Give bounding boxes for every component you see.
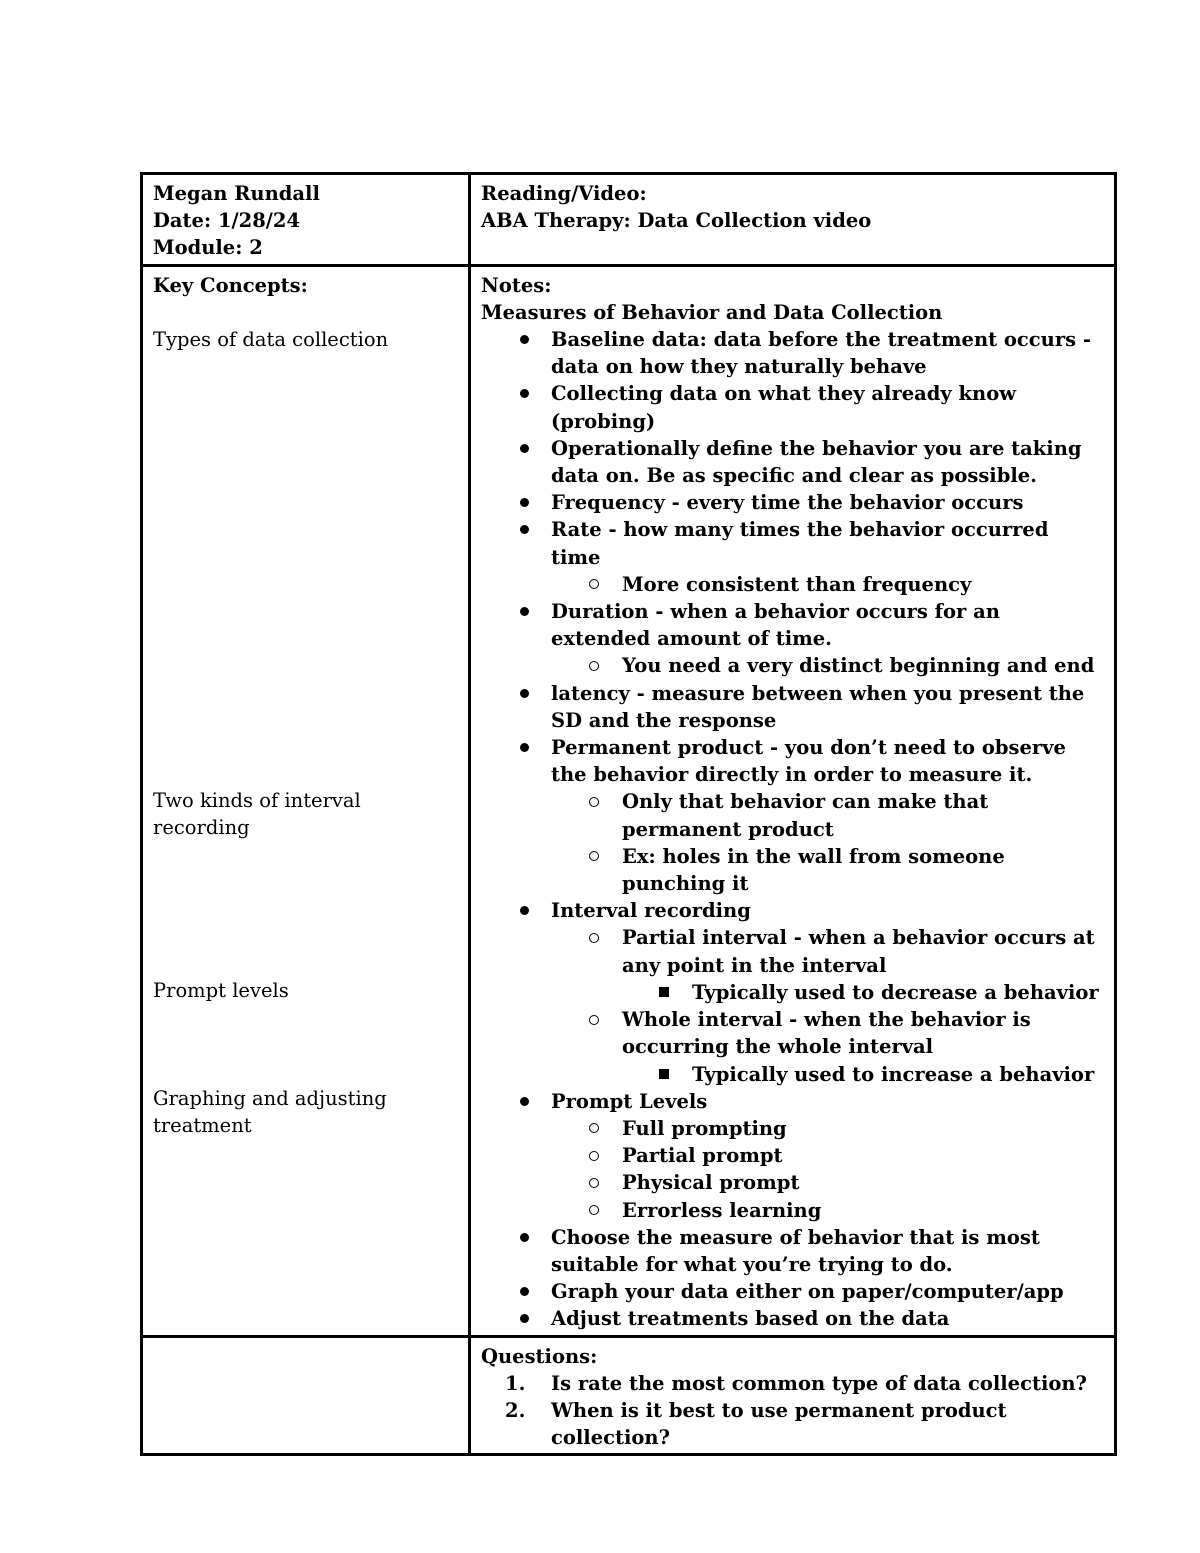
bullet-dot-icon: [509, 326, 539, 353]
bullet-dot-icon: [509, 680, 539, 707]
note-text: Physical prompt: [622, 1171, 800, 1195]
note-item: [481, 1224, 1104, 1278]
bullet-circle-icon: [579, 1169, 609, 1196]
module: Module: 2: [153, 236, 263, 260]
reading-cell: [470, 174, 1116, 266]
note-text: Adjust treatments based on the data: [551, 1307, 950, 1331]
note-text: Partial prompt: [622, 1144, 783, 1168]
bullet-circle-icon: [579, 1006, 609, 1033]
student-info-cell: [142, 174, 470, 266]
note-text: Partial interval - when a behavior occurs at any point in the interval: [622, 926, 1095, 977]
empty-cell: [142, 1336, 470, 1455]
note-text: You need a very distinct beginning and end: [622, 654, 1095, 678]
note-text: Permanent product - you don’t need to observe the behavior directly in order to measure it.: [551, 736, 1066, 787]
notes-table: [140, 172, 1117, 1456]
bullet-circle-icon: [579, 788, 609, 815]
bullet-square-icon: [649, 1061, 679, 1088]
notes-heading: Measures of Behavior and Data Collection: [481, 300, 943, 324]
note-item: [481, 680, 1104, 734]
header-row: [142, 174, 1116, 266]
bullet-circle-icon: [579, 843, 609, 870]
reading-label: Reading/Video:: [481, 182, 647, 205]
key-concept-item: Prompt levels: [153, 978, 289, 1002]
questions-cell: [470, 1336, 1116, 1455]
note-text: Interval recording: [551, 899, 751, 923]
bullet-dot-icon: [509, 1278, 539, 1305]
bullet-circle-icon: [579, 1115, 609, 1142]
note-item: [481, 652, 1104, 679]
note-text: Typically used to decrease a behavior: [692, 980, 1099, 1004]
note-text: latency - measure between when you present the SD and the response: [551, 681, 1085, 732]
questions-list: [481, 1370, 1104, 1452]
note-item: [481, 326, 1104, 380]
key-concepts-cell: [142, 265, 470, 1336]
bullet-dot-icon: [509, 897, 539, 924]
bullet-dot-icon: [509, 380, 539, 407]
note-text: Typically used to increase a behavior: [692, 1062, 1095, 1086]
note-item: [481, 598, 1104, 652]
bullet-dot-icon: [509, 1224, 539, 1251]
bullet-dot-icon: [509, 1088, 539, 1115]
note-text: Collecting data on what they already know (probing): [551, 382, 1017, 433]
bullet-circle-icon: [579, 1197, 609, 1224]
note-item: [481, 435, 1104, 489]
note-text: Frequency - every time the behavior occurs: [551, 491, 1024, 515]
question-item: [481, 1370, 1104, 1397]
bullet-dot-icon: [509, 435, 539, 462]
note-item: [481, 1169, 1104, 1196]
reading-title: ABA Therapy: Data Collection video: [481, 209, 872, 233]
key-concept-item: Types of data collection: [153, 327, 389, 351]
bullet-circle-icon: [579, 1142, 609, 1169]
questions-label: Questions:: [481, 1344, 598, 1368]
note-item: [481, 1197, 1104, 1224]
note-item: [481, 516, 1104, 570]
note-text: More consistent than frequency: [622, 572, 972, 596]
bullet-dot-icon: [509, 516, 539, 543]
question-number: 1.: [505, 1371, 526, 1395]
key-concept-item: Graphing and adjusting treatment: [153, 1086, 387, 1137]
question-text: Is rate the most common type of data collection?: [551, 1371, 1087, 1395]
note-item: [481, 979, 1104, 1006]
question-number: 2.: [505, 1398, 526, 1422]
note-text: Only that behavior can make that permanent product: [622, 790, 989, 841]
bullet-dot-icon: [509, 489, 539, 516]
note-item: [481, 1142, 1104, 1169]
question-item: [481, 1397, 1104, 1451]
bullet-circle-icon: [579, 571, 609, 598]
note-item: [481, 788, 1104, 842]
note-item: [481, 1088, 1104, 1115]
note-item: [481, 1006, 1104, 1060]
questions-row: [142, 1336, 1116, 1455]
note-item: [481, 924, 1104, 978]
note-item: [481, 1305, 1104, 1332]
notes-cell: [470, 265, 1116, 1336]
notes-list: [481, 326, 1104, 1333]
bullet-dot-icon: [509, 1305, 539, 1332]
note-text: Baseline data: data before the treatment occurs - data on how they naturally behave: [551, 328, 1091, 379]
note-text: Errorless learning: [622, 1198, 822, 1222]
bullet-circle-icon: [579, 652, 609, 679]
bullet-dot-icon: [509, 598, 539, 625]
note-text: Ex: holes in the wall from someone punching it: [622, 844, 1005, 896]
note-item: [481, 734, 1104, 788]
note-text: Choose the measure of behavior that is most suitable for what you’re trying to do.: [551, 1225, 1040, 1276]
key-concepts-title: Key Concepts:: [153, 273, 308, 297]
note-item: [481, 843, 1104, 897]
note-item: [481, 1278, 1104, 1305]
note-text: Whole interval - when the behavior is occurring the whole interval: [622, 1008, 1031, 1059]
student-name: Megan Rundall: [153, 182, 320, 205]
note-text: Graph your data either on paper/computer/app: [551, 1280, 1064, 1304]
note-text: Prompt Levels: [551, 1089, 708, 1113]
question-text: When is it best to use permanent product collection?: [551, 1398, 1007, 1450]
note-text: Operationally define the behavior you are taking data on. Be as specific and clear as possible.: [551, 436, 1082, 488]
note-item: [481, 571, 1104, 598]
note-text: Duration - when a behavior occurs for an extended amount of time.: [551, 600, 1000, 651]
notes-row: [142, 265, 1116, 1336]
key-concept-item: Two kinds of interval recording: [153, 788, 361, 839]
note-item: [481, 380, 1104, 434]
note-item: [481, 489, 1104, 516]
bullet-square-icon: [649, 979, 679, 1006]
note-item: [481, 897, 1104, 924]
note-text: Rate - how many times the behavior occurred time: [551, 518, 1049, 569]
note-text: Full prompting: [622, 1116, 787, 1140]
date: Date: 1/28/24: [153, 209, 301, 233]
notes-label: Notes:: [481, 273, 552, 297]
note-item: [481, 1061, 1104, 1088]
bullet-circle-icon: [579, 924, 609, 951]
bullet-dot-icon: [509, 734, 539, 761]
note-item: [481, 1115, 1104, 1142]
